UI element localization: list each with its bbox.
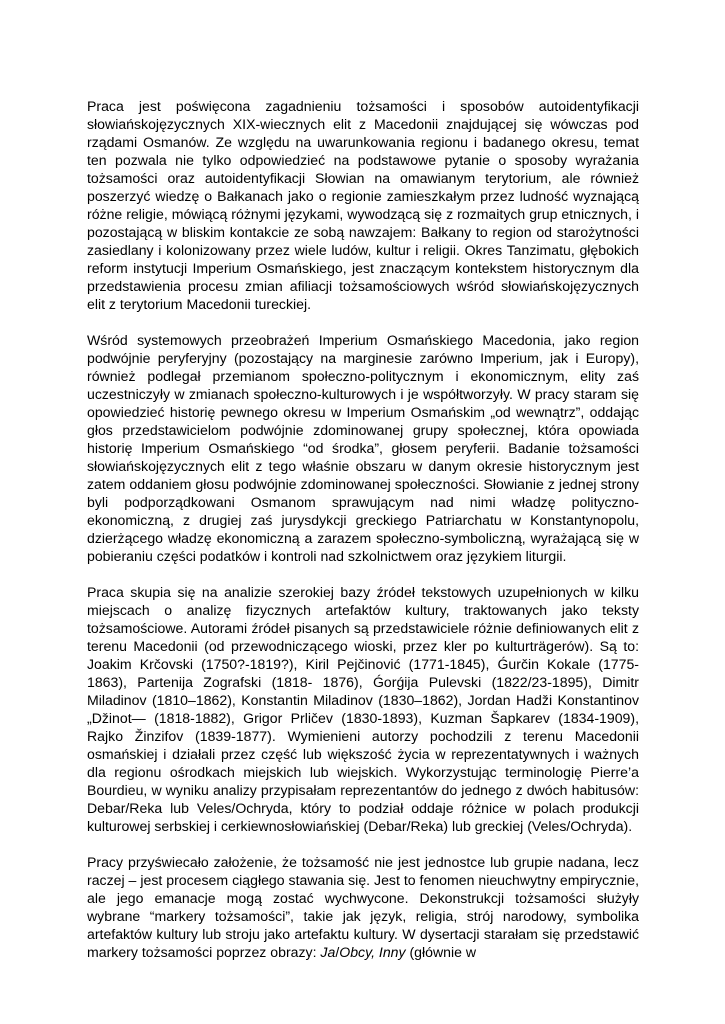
paragraph-identity-tail: (głównie w [405, 944, 477, 960]
italic-term-obcy-inny: Obcy, Inny [339, 944, 406, 960]
italic-term-ja: Ja [320, 944, 336, 960]
paragraph-peripheries: Wśród systemowych przeobrażeń Imperium Osmańskiego Macedonia, jako region podwójnie peryferyjny (pozostający na marginesie zarówno Imperium, jak i Europy), również podlegał przemianom społeczno-politycznym i ekonomicznym, elity zaś uczestniczyły w zmianach społeczno-kulturowych i je współtworzyły. W pracy staram się opowiedzieć historię pewnego okresu w Imperium Osmańskim „od wewnątrz”, oddając głos przedstawicielom podwójnie zdominowanej grupy społecznej, która opowiada historię Imperium Osmańskiego “od środka”, głosem peryferii. Badanie tożsamości słowiańskojęzycznych elit z tego właśnie obszaru w danym okresie historycznym jest zatem oddaniem głosu podwójnie zdominowanej społeczności. Słowianie z jednej strony byli podporządkowani Osmanom sprawującym nad nimi władzę polityczno-ekonomiczną, z drugiej zaś jurysdykcji greckiego Patriarchatu w Konstantynopolu, dzierżącego władzę ekonomiczną a zarazem społeczno-symboliczną, wyrażającą się w pobieraniu części podatków i kontroli nad szkolnictwem oraz językiem liturgii. [87, 332, 639, 564]
paragraph-identity [87, 853, 639, 961]
paragraph-sources: Praca skupia się na analizie szerokiej bazy źródeł tekstowych uzupełnionych w kilku miejscach o analizę fizycznych artefaktów kultury, traktowanych jako teksty tożsamościowe. Autorami źródeł pisanych są przedstawiciele różnie definiowanych elit z terenu Macedonii (od przewodniczącego wioski, przez kler po kulturträgerów). Są to: Joakim Krčovski (1750?-1819?), Kiril Pejčinović (1771-1845), Ǵurčin Kokale (1775-1863), Partenija Zografski (1818- 1876), Ǵorǵija Pulevski (1822/23-1895), Dimitr Miladinov (1810–1862), Konstantin Miladinov (1830–1862), Jordan Hadži Konstantinov „Džinot— (1818-1882), Grigor Prličev (1830-1893), Kuzman Šapkarev (1834-1909), Rajko Žinzifov (1839-1877). Wymienieni autorzy pochodzili z terenu Macedonii osmańskiej i działali przez część lub większość życia w reprezentatywnych i ważnych dla regionu ośrodkach miejskich lub wiejskich. Wykorzystując terminologię Pierre’a Bourdieu, w wyniku analizy przypisałam reprezentantów do jednego z dwóch habitusów: Debar/Reka lub Veles/Ochryda, który to podział oddaje różnice w polach produkcji kulturowej serbskiej i cerkiewnosłowiańskiej (Debar/Reka) lub greckiej (Veles/Ochryda). [87, 584, 639, 834]
term-separator: / [335, 944, 340, 960]
paragraph-intro: Praca jest poświęcona zagadnieniu tożsamości i sposobów autoidentyfikacji słowiańskojęzycznych XIX-wiecznych elit z Macedonii znajdującej się wówczas pod rządami Osmanów. Ze względu na uwarunkowania regionu i badanego okresu, temat ten pozwala nie tylko odpowiedzieć na podstawowe pytanie o sposoby wyrażania tożsamości oraz autoidentyfikacji Słowian na omawianym terytorium, ale również poszerzyć wiedzę o Bałkanach jako o regionie zamieszkałym przez ludność wyznającą różne religie, mówiącą różnymi językami, wywodzącą się z rozmaitych grup etnicznych, i pozostającą w bliskim kontakcie ze sobą nawzajem: Bałkany to region od starożytności zasiedlany i kolonizowany przez wiele ludów, kultur i religii. Okres Tanzimatu, głębokich reform instytucji Imperium Osmańskiego, jest znaczącym kontekstem historycznym dla przedstawienia procesu zmian afiliacji tożsamościowych wśród słowiańskojęzycznych elit z terytorium Macedonii tureckiej. [87, 98, 639, 312]
paragraph-identity-text: Pracy przyświecało założenie, że tożsamość nie jest jednostce lub grupie nadana, lecz raczej – jest procesem ciągłego stawania się. Jest to fenomen nieuchwytny empirycznie, ale jego emanacje mogą zostać wychwycone. Dekonstrukcji tożsamości służyły wybrane “markery tożsamości”, takie jak język, religia, strój narodowy, symbolika artefaktów kultury lub stroju jako artefaktu kultury. W dysertacji starałam się przedstawić markery tożsamości poprzez obrazy: [87, 854, 639, 960]
